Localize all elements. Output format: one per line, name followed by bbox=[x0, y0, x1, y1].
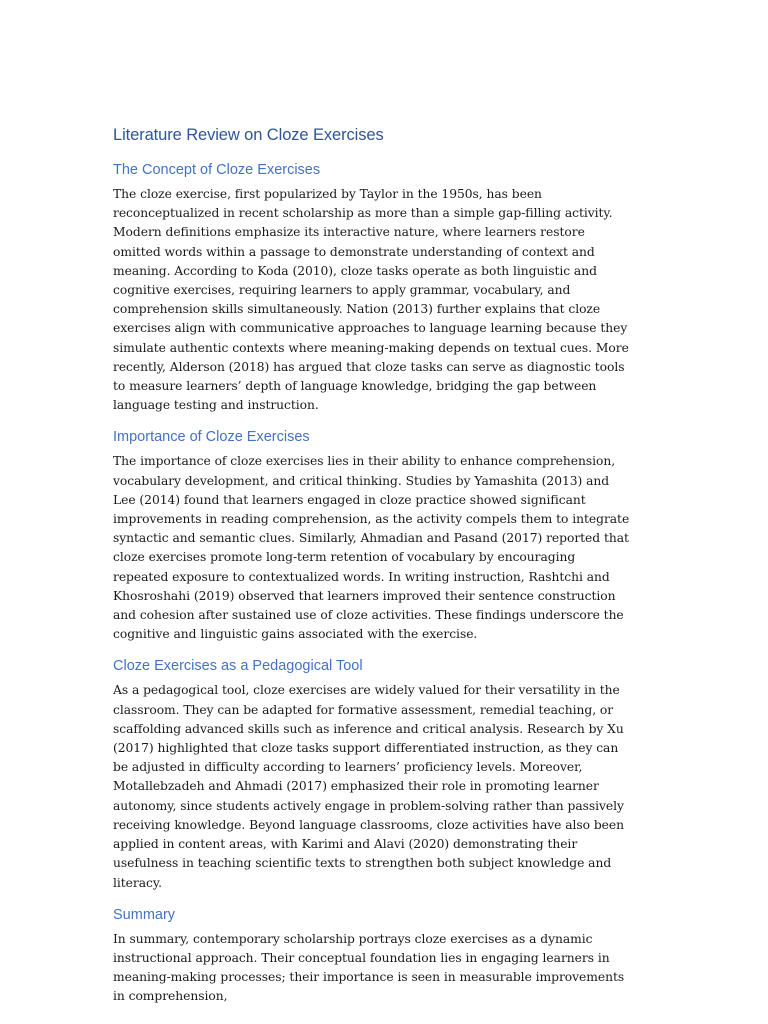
section-heading-pedagogical-tool: Cloze Exercises as a Pedagogical Tool bbox=[113, 658, 363, 675]
section-heading-summary: Summary bbox=[113, 906, 176, 923]
section-paragraph-summary: In summary, contemporary scholarship portrays cloze exercises as a dynamic instructional approach. Their conceptual foundation lies in engaging learners in meaning-making processes; their importance is seen in measurable improvements in comprehension, bbox=[113, 931, 625, 1004]
section-heading-concept: The Concept of Cloze Exercises bbox=[113, 162, 321, 178]
section-concept bbox=[113, 159, 633, 415]
section-summary bbox=[113, 904, 633, 1007]
document-page bbox=[113, 123, 633, 1018]
section-paragraph-pedagogical-tool: As a pedagogical tool, cloze exercises are widely valued for their versatility in the classroom. They can be adapted for formative assessment, remedial teaching, or scaffolding advanced skills such as inference and critical analysis. Research by Xu (2017) highlighted that cloze tasks support differentiated instruction, as they can be adjusted in difficulty according to learners’ proficiency levels. Moreover, Motallebzadeh and Ahmadi (2017) emphasized their role in promoting learner autonomy, since students actively engage in problem-solving rather than passively receiving knowledge. Beyond language classrooms, cloze activities have also been applied in content areas, with Karimi and Alavi (2020) demonstrating their usefulness in teaching scientific texts to strengthen both subject knowledge and literacy. bbox=[113, 683, 625, 890]
section-paragraph-importance: The importance of cloze exercises lies in their ability to enhance comprehension, vocabulary development, and critical thinking. Studies by Yamashita (2013) and Lee (2014) found that learners engaged in cloze practice showed significant improvements in reading comprehension, as the activity compels them to integrate syntactic and semantic clues. Similarly, Ahmadian and Pasand (2017) reported that cloze exercises promote long-term retention of vocabulary by encouraging repeated exposure to contextualized words. In writing instruction, Rashtchi and Khosroshahi (2019) observed that learners improved their sentence construction and cohesion after sustained use of cloze activities. These findings underscore the cognitive and linguistic gains associated with the exercise. bbox=[113, 454, 630, 642]
section-importance bbox=[113, 426, 633, 644]
document-title: Literature Review on Cloze Exercises bbox=[113, 126, 384, 144]
section-pedagogical-tool bbox=[113, 655, 633, 892]
section-paragraph-concept: The cloze exercise, first popularized by Taylor in the 1950s, has been reconceptualized in recent scholarship as more than a simple gap-filling activity. Modern definitions emphasize its interactive nature, where learners restore omitted words within a passage to demonstrate understanding of context and meaning. According to Koda (2010), cloze tasks operate as both linguistic and cognitive exercises, requiring learners to apply grammar, vocabulary, and comprehension skills simultaneously. Nation (2013) further explains that cloze exercises align with communicative approaches to language learning because they simulate authentic contexts where meaning-making depends on textual cues. More recently, Alderson (2018) has argued that cloze tasks can serve as diagnostic tools to measure learners’ depth of language knowledge, bridging the gap between language testing and instruction. bbox=[113, 187, 629, 413]
section-heading-importance: Importance of Cloze Exercises bbox=[113, 429, 310, 446]
